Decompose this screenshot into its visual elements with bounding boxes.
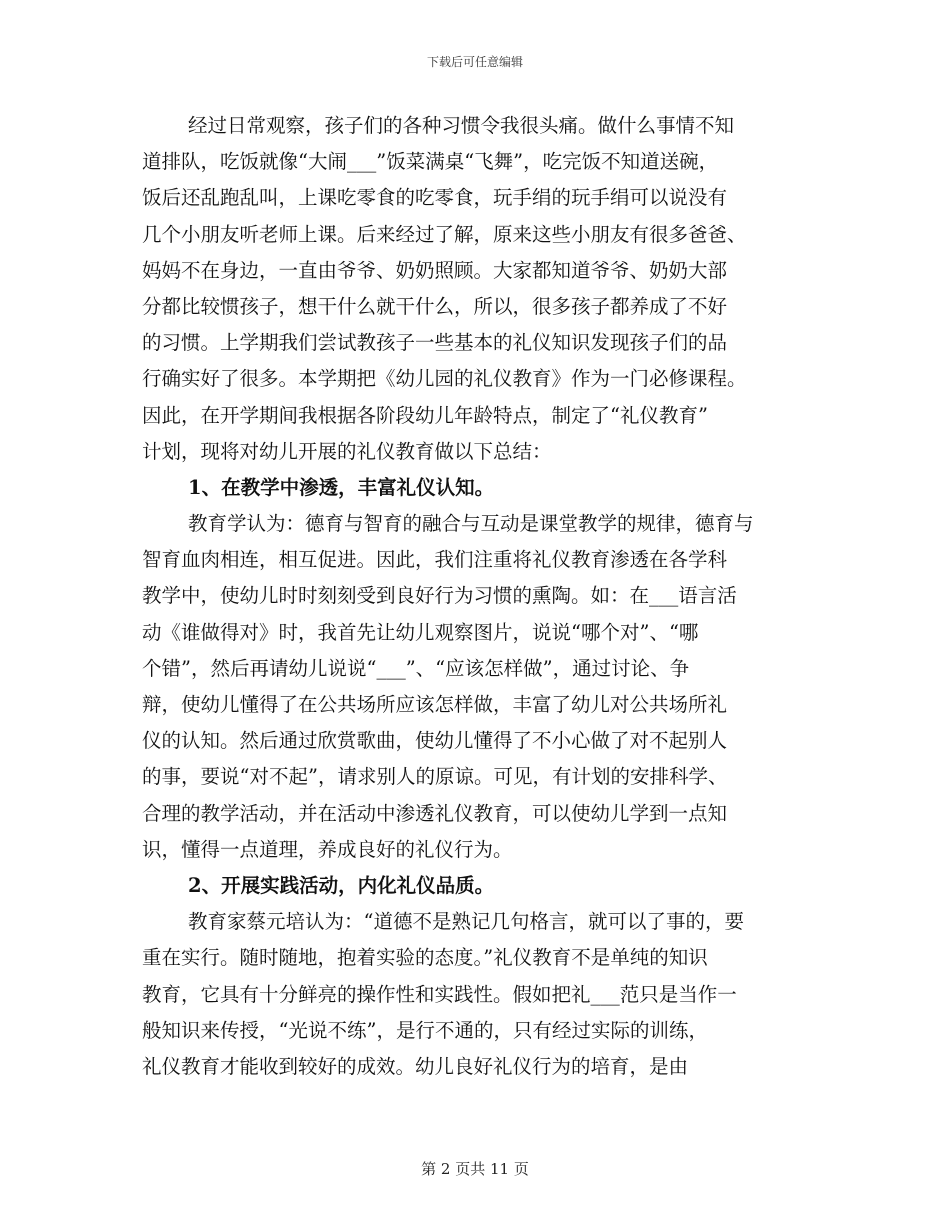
- paragraph-line: 行确实好了很多。本学期把《幼儿园的礼仪教育》作为一门必修课程。: [142, 367, 747, 391]
- paragraph-line: 动《谁做得对》时，我首先让幼儿观察图片，说说“哪个对”、“哪: [142, 620, 699, 644]
- section-heading: 2、开展实践活动，内化礼仪品质。: [188, 873, 495, 897]
- paragraph-line: 计划，现将对幼儿开展的礼仪教育做以下总结：: [142, 439, 552, 463]
- paragraph-line: 辩，使幼儿懂得了在公共场所应该怎样做，丰富了幼儿对公共场所礼: [142, 693, 728, 716]
- paragraph-line: 礼仪教育才能收到较好的成效。幼儿良好礼仪行为的培育，是由: [142, 1054, 689, 1078]
- paragraph-line: 智育血肉相连，相互促进。因此，我们注重将礼仪教育渗透在各学科: [142, 548, 728, 572]
- paragraph-line: 分都比较惯孩子，想干什么就干什么，所以，很多孩子都养成了不好: [142, 294, 728, 318]
- paragraph-line: 教育学认为：德育与智育的融合与互动是课堂教学的规律，德育与: [188, 512, 754, 536]
- paragraph-line: 因此，在开学期间我根据各阶段幼儿年龄特点，制定了“礼仪教育”: [142, 403, 708, 427]
- page-number: 第 2 页共 11 页: [421, 1160, 529, 1178]
- paragraph-line: 的事，要说“对不起”，请求别人的原谅。可见，有计划的安排科学、: [142, 765, 728, 789]
- paragraph-line: 仪的认知。然后通过欣赏歌曲，使幼儿懂得了不小心做了对不起别人: [142, 729, 728, 753]
- paragraph-line: 般知识来传授，“光说不练”，是行不通的，只有经过实际的训练，: [142, 1018, 708, 1042]
- document-body: [142, 108, 812, 1085]
- page-header: 下载后可任意编辑: [426, 55, 523, 69]
- paragraph-line: 个错”，然后再请幼儿说说“___”、“应该怎样做”，通过讨论、争: [142, 656, 690, 680]
- paragraph-line: 道排队，吃饭就像“大闹___”饭菜满桌“飞舞”，吃完饭不知道送碗，: [142, 150, 719, 174]
- paragraph-line: 经过日常观察，孩子们的各种习惯令我很头痛。做什么事情不知: [188, 114, 735, 137]
- paragraph-line: 教学中，使幼儿时时刻刻受到良好行为习惯的熏陶。如：在___语言活: [142, 584, 737, 608]
- paragraph-line: 几个小朋友听老师上课。后来经过了解，原来这些小朋友有很多爸爸、: [142, 222, 747, 246]
- paragraph-line: 识，懂得一点道理，养成良好的礼仪行为。: [142, 837, 513, 861]
- paragraph-line: 饭后还乱跑乱叫，上课吃零食的吃零食，玩手绢的玩手绢可以说没有: [142, 186, 728, 210]
- paragraph-line: 合理的教学活动，并在活动中渗透礼仪教育，可以使幼儿学到一点知: [142, 801, 728, 825]
- paragraph-line: 教育家蔡元培认为：“道德不是熟记几句格言，就可以了事的，要: [188, 910, 744, 934]
- paragraph-line: 教育，它具有十分鲜亮的操作性和实践性。假如把礼___范只是当作一: [142, 982, 737, 1006]
- paragraph-line: 妈妈不在身边，一直由爷爷、奶奶照顾。大家都知道爷爷、奶奶大部: [142, 258, 728, 282]
- paragraph-line: 的习惯。上学期我们尝试教孩子一些基本的礼仪知识发现孩子们的品: [142, 331, 728, 355]
- section-heading: 1、在教学中渗透，丰富礼仪认知。: [188, 475, 495, 499]
- paragraph-line: 重在实行。随时随地，抱着实验的态度。”礼仪教育不是单纯的知识: [142, 946, 708, 970]
